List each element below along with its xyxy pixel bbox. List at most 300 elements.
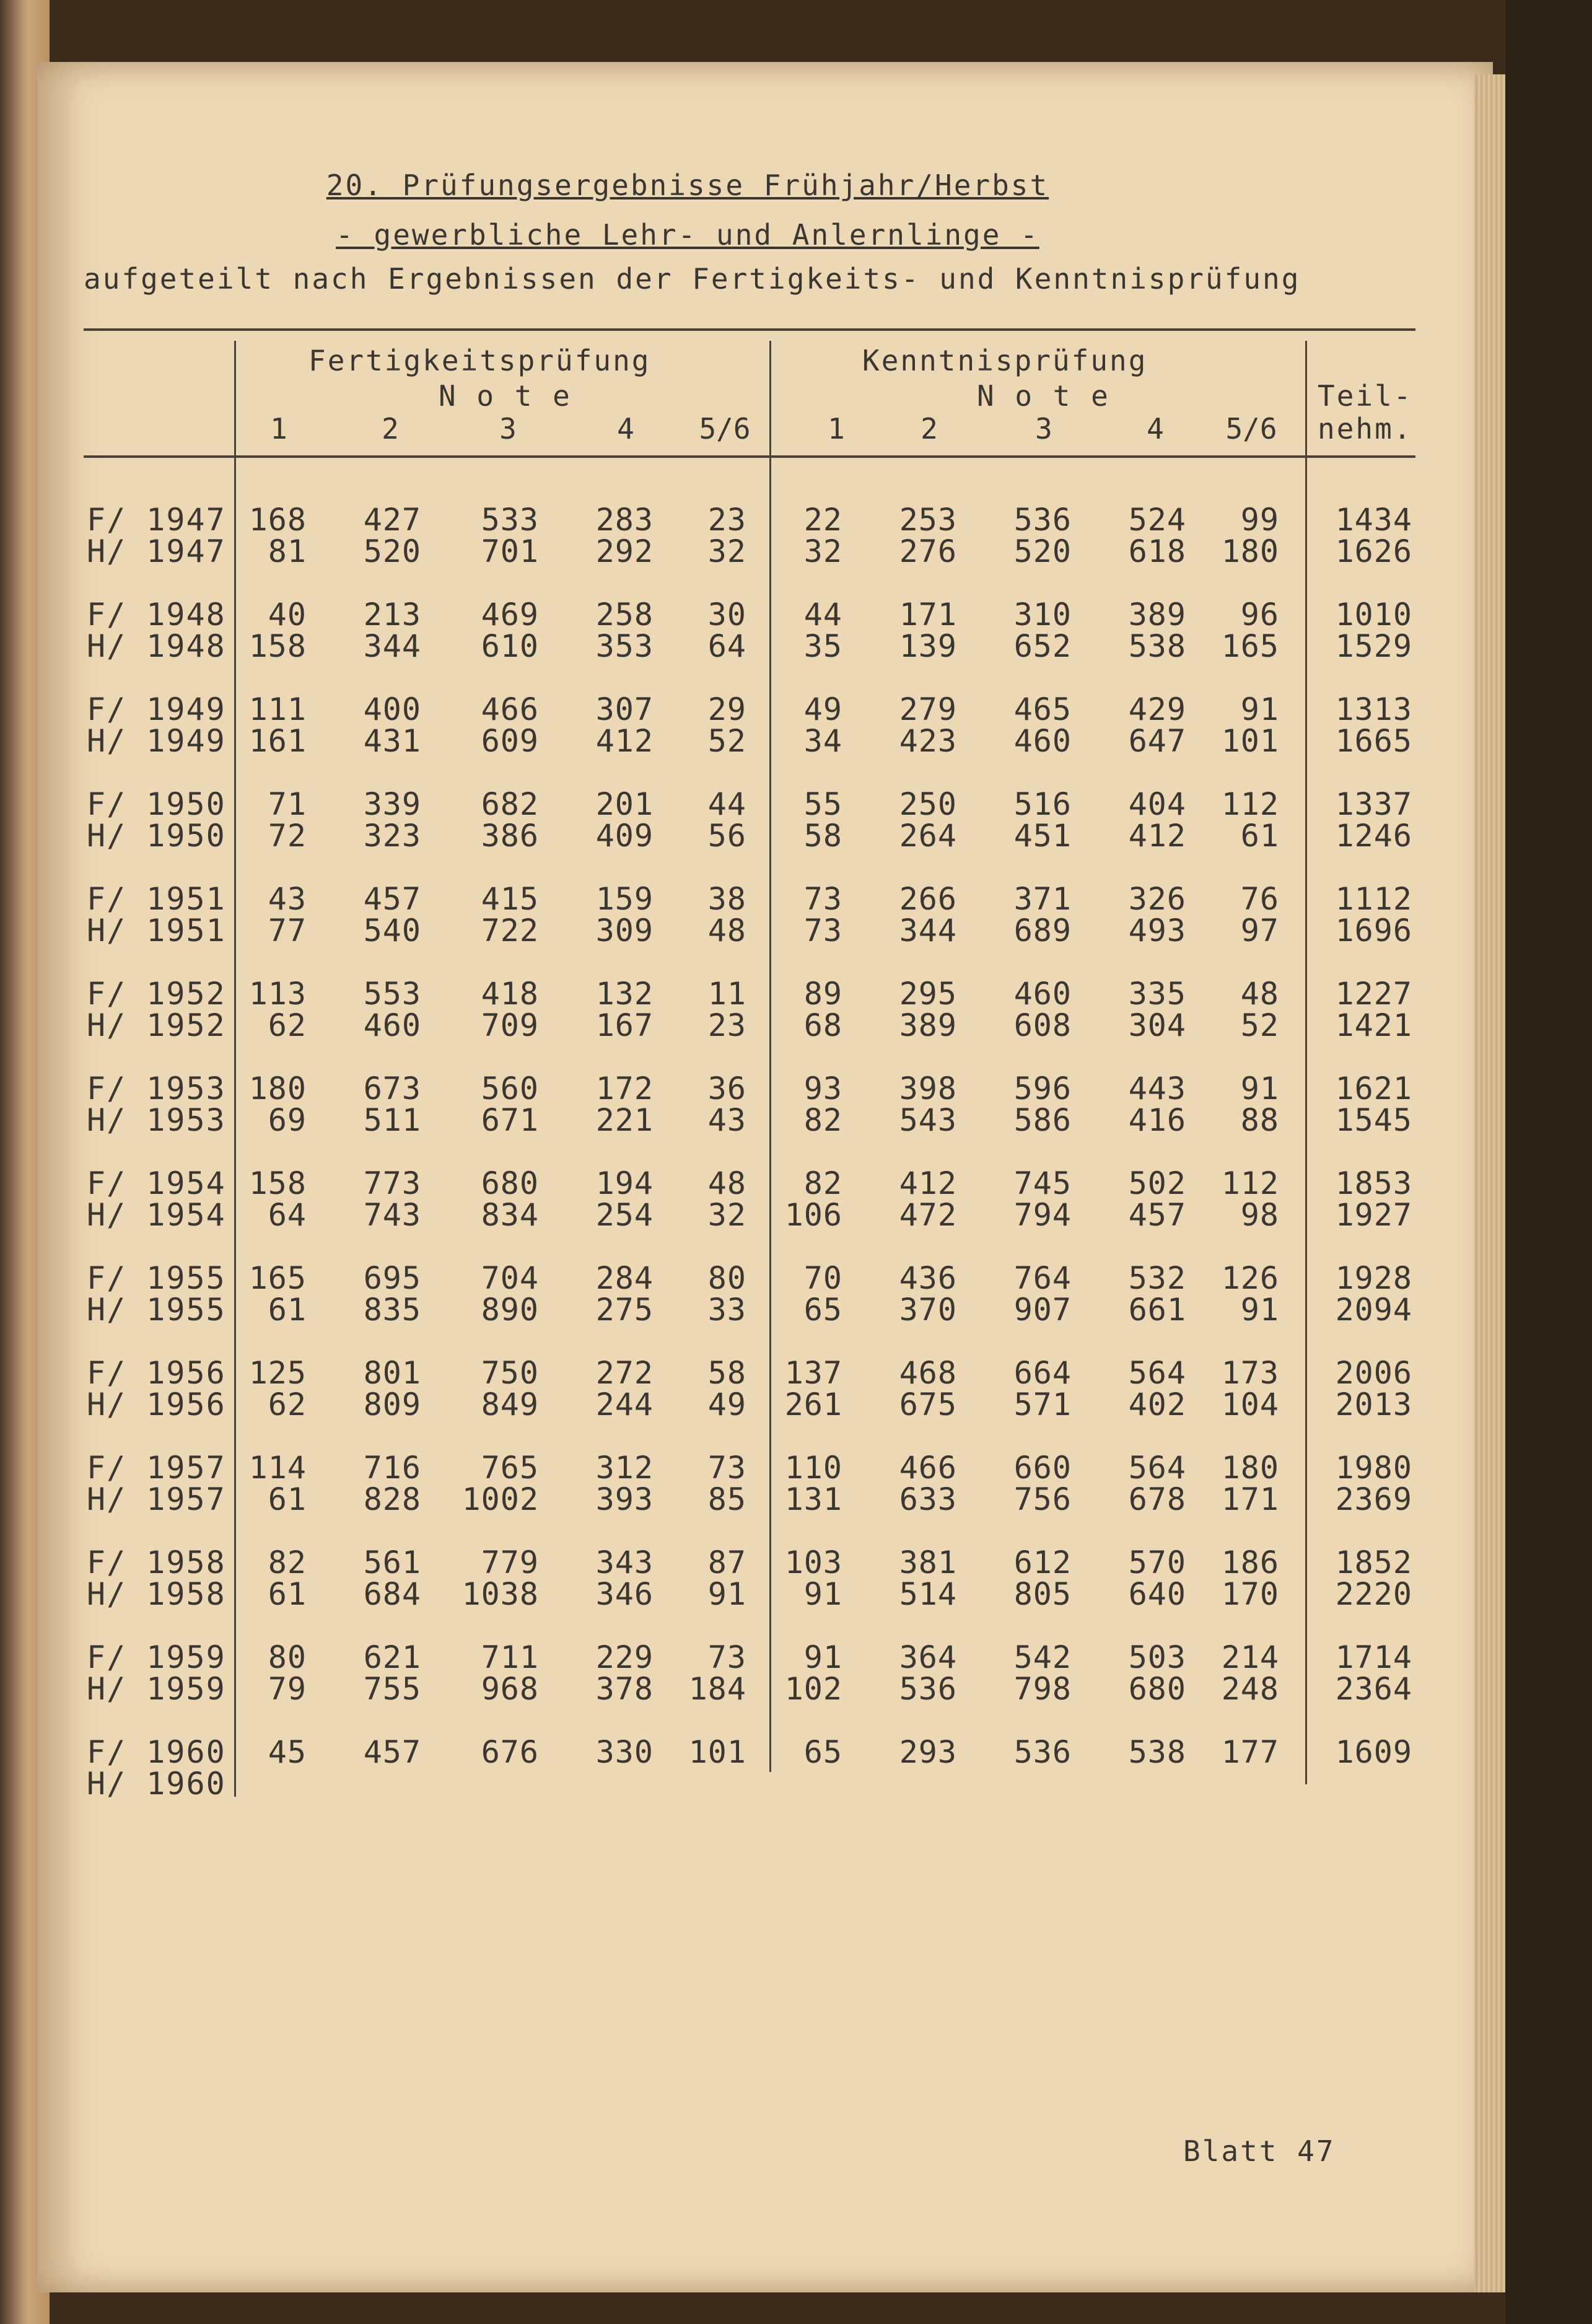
table-cell: 436 (899, 1260, 957, 1296)
table-cell: 849 (481, 1387, 539, 1423)
page-edges (1474, 74, 1505, 2292)
table-cell: 180 (1221, 533, 1279, 569)
table-cell: 370 (899, 1292, 957, 1328)
table-cell: 58 (803, 818, 842, 854)
table-cell: 307 (595, 691, 654, 727)
table-cell: 1529 (1335, 628, 1412, 664)
table-cell: 542 (1013, 1639, 1072, 1675)
table-cell: 890 (481, 1292, 539, 1328)
table-cell: 110 (784, 1450, 842, 1486)
table-cell: 32 (707, 533, 746, 569)
table-cell: 52 (1240, 1007, 1279, 1043)
table-cell: 652 (1013, 628, 1072, 664)
table-cell: 170 (1221, 1576, 1279, 1612)
table-cell: 756 (1013, 1481, 1072, 1517)
table-cell: 49 (707, 1387, 746, 1423)
table-cell: 45 (268, 1734, 307, 1770)
row-label: F/ 1953 (87, 1071, 226, 1107)
table-cell: 23 (707, 1007, 746, 1043)
table-cell: 61 (1240, 818, 1279, 854)
table-cell: 2220 (1335, 1576, 1412, 1612)
table-cell: 112 (1221, 1165, 1279, 1201)
table-cell: 371 (1013, 881, 1072, 917)
header-nehm: nehm. (1318, 412, 1413, 445)
table-cell: 1980 (1335, 1450, 1412, 1486)
table-cell: 465 (1013, 691, 1072, 727)
table-cell: 172 (595, 1071, 654, 1107)
table-cell: 633 (899, 1481, 957, 1517)
table-cell: 553 (363, 976, 421, 1012)
row-label: H/ 1954 (87, 1197, 226, 1233)
table-cell: 907 (1013, 1292, 1072, 1328)
table-cell: 1609 (1335, 1734, 1412, 1770)
table-cell: 805 (1013, 1576, 1072, 1612)
table-cell: 571 (1013, 1387, 1072, 1423)
table-cell: 400 (363, 691, 421, 727)
table-cell: 511 (363, 1102, 421, 1138)
row-label: F/ 1954 (87, 1165, 226, 1201)
table-cell: 72 (268, 818, 307, 854)
row-label: F/ 1960 (87, 1734, 226, 1770)
row-label: H/ 1951 (87, 913, 226, 949)
table-cell: 91 (707, 1576, 746, 1612)
table-cell: 429 (1128, 691, 1186, 727)
table-cell: 132 (595, 976, 654, 1012)
table-cell: 1665 (1335, 723, 1412, 759)
table-cell: 261 (784, 1387, 842, 1423)
header-note-2: N o t e (977, 379, 1110, 413)
table-cell: 113 (248, 976, 307, 1012)
table-cell: 520 (1013, 533, 1072, 569)
table-cell: 65 (803, 1292, 842, 1328)
table-cell: 56 (707, 818, 746, 854)
table-cell: 101 (1221, 723, 1279, 759)
table-cell: 34 (803, 723, 842, 759)
table-cell: 93 (803, 1071, 842, 1107)
table-cell: 516 (1013, 786, 1072, 822)
table-cell: 835 (363, 1292, 421, 1328)
row-label: F/ 1959 (87, 1639, 226, 1675)
table-cell: 32 (803, 533, 842, 569)
table-cell: 82 (803, 1102, 842, 1138)
table-cell: 55 (803, 786, 842, 822)
row-label: H/ 1956 (87, 1387, 226, 1423)
table-cell: 533 (481, 502, 539, 538)
table-cell: 684 (363, 1576, 421, 1612)
table-cell: 52 (707, 723, 746, 759)
table-cell: 272 (595, 1355, 654, 1391)
table-cell: 186 (1221, 1545, 1279, 1581)
table-cell: 661 (1128, 1292, 1186, 1328)
header-fertigkeit: Fertigkeitsprüfung (308, 344, 651, 377)
page-subtitle: - gewerbliche Lehr- und Anlernlinge - (336, 218, 1039, 252)
table-cell: 1434 (1335, 502, 1412, 538)
table-cell: 221 (595, 1102, 654, 1138)
table-cell: 564 (1128, 1355, 1186, 1391)
table-cell: 283 (595, 502, 654, 538)
table-cell: 48 (707, 913, 746, 949)
table-cell: 472 (899, 1197, 957, 1233)
table-cell: 722 (481, 913, 539, 949)
row-label: F/ 1951 (87, 881, 226, 917)
table-cell: 82 (268, 1545, 307, 1581)
table-cell: 750 (481, 1355, 539, 1391)
table-cell: 62 (268, 1007, 307, 1043)
table-cell: 418 (481, 976, 539, 1012)
table-cell: 389 (1128, 597, 1186, 633)
table-cell: 1112 (1335, 881, 1412, 917)
row-label: F/ 1947 (87, 502, 226, 538)
table-cell: 61 (268, 1481, 307, 1517)
table-cell: 266 (899, 881, 957, 917)
table-cell: 310 (1013, 597, 1072, 633)
table-cell: 87 (707, 1545, 746, 1581)
table-cell: 91 (803, 1576, 842, 1612)
table-cell: 773 (363, 1165, 421, 1201)
table-cell: 755 (363, 1671, 421, 1707)
table-cell: 689 (1013, 913, 1072, 949)
table-cell: 466 (481, 691, 539, 727)
table-cell: 743 (363, 1197, 421, 1233)
table-cell: 2094 (1335, 1292, 1412, 1328)
table-cell: 99 (1240, 502, 1279, 538)
table-cell: 608 (1013, 1007, 1072, 1043)
table-cell: 389 (899, 1007, 957, 1043)
table-cell: 834 (481, 1197, 539, 1233)
table-cell: 809 (363, 1387, 421, 1423)
table-cell: 36 (707, 1071, 746, 1107)
table-cell: 304 (1128, 1007, 1186, 1043)
table-cell: 248 (1221, 1671, 1279, 1707)
table-cell: 111 (248, 691, 307, 727)
table-cell: 457 (1128, 1197, 1186, 1233)
table-cell: 1421 (1335, 1007, 1412, 1043)
table-cell: 695 (363, 1260, 421, 1296)
table-cell: 137 (784, 1355, 842, 1391)
table-cell: 1337 (1335, 786, 1412, 822)
table-cell: 1246 (1335, 818, 1412, 854)
table-cell: 344 (899, 913, 957, 949)
table-cell: 701 (481, 533, 539, 569)
table-cell: 73 (707, 1639, 746, 1675)
table-cell: 968 (481, 1671, 539, 1707)
table-cell: 165 (248, 1260, 307, 1296)
table-cell: 409 (595, 818, 654, 854)
table-cell: 161 (248, 723, 307, 759)
table-cell: 798 (1013, 1671, 1072, 1707)
table-cell: 81 (268, 533, 307, 569)
table-cell: 468 (899, 1355, 957, 1391)
table-cell: 106 (784, 1197, 842, 1233)
row-label: H/ 1949 (87, 723, 226, 759)
table-cell: 586 (1013, 1102, 1072, 1138)
grade-header: 5/6 (1225, 412, 1277, 445)
table-cell: 466 (899, 1450, 957, 1486)
row-label: H/ 1948 (87, 628, 226, 664)
table-cell: 98 (1240, 1197, 1279, 1233)
table-cell: 48 (707, 1165, 746, 1201)
table-cell: 44 (803, 597, 842, 633)
table-cell: 536 (1013, 1734, 1072, 1770)
table-cell: 457 (363, 1734, 421, 1770)
table-cell: 158 (248, 628, 307, 664)
table-cell: 765 (481, 1450, 539, 1486)
table-cell: 49 (803, 691, 842, 727)
table-cell: 1714 (1335, 1639, 1412, 1675)
table-cell: 570 (1128, 1545, 1186, 1581)
table-cell: 610 (481, 628, 539, 664)
grade-header: 4 (1147, 412, 1164, 445)
table-cell: 102 (784, 1671, 842, 1707)
table-cell: 398 (899, 1071, 957, 1107)
row-label: H/ 1955 (87, 1292, 226, 1328)
table-cell: 1545 (1335, 1102, 1412, 1138)
table-cell: 609 (481, 723, 539, 759)
table-cell: 381 (899, 1545, 957, 1581)
table-cell: 431 (363, 723, 421, 759)
table-cell: 716 (363, 1450, 421, 1486)
table-cell: 612 (1013, 1545, 1072, 1581)
table-cell: 292 (595, 533, 654, 569)
table-cell: 73 (803, 881, 842, 917)
table-cell: 330 (595, 1734, 654, 1770)
table-cell: 89 (803, 976, 842, 1012)
table-cell: 180 (1221, 1450, 1279, 1486)
table-cell: 180 (248, 1071, 307, 1107)
header-kenntnis: Kenntnisprüfung (862, 344, 1148, 377)
table-cell: 344 (363, 628, 421, 664)
table-cell: 564 (1128, 1450, 1186, 1486)
table-cell: 91 (803, 1639, 842, 1675)
table-cell: 536 (1013, 502, 1072, 538)
table-cell: 1852 (1335, 1545, 1412, 1581)
table-cell: 30 (707, 597, 746, 633)
table-cell: 493 (1128, 913, 1186, 949)
table-cell: 64 (707, 628, 746, 664)
table-cell: 276 (899, 533, 957, 569)
table-cell: 1696 (1335, 913, 1412, 949)
row-label: F/ 1949 (87, 691, 226, 727)
row-label: H/ 1947 (87, 533, 226, 569)
table-cell: 275 (595, 1292, 654, 1328)
table-cell: 2364 (1335, 1671, 1412, 1707)
table-cell: 101 (688, 1734, 746, 1770)
table-cell: 2369 (1335, 1481, 1412, 1517)
grade-header: 3 (1035, 412, 1052, 445)
table-cell: 745 (1013, 1165, 1072, 1201)
table-cell: 61 (268, 1576, 307, 1612)
table-cell: 346 (595, 1576, 654, 1612)
table-cell: 423 (899, 723, 957, 759)
table-cell: 543 (899, 1102, 957, 1138)
table-cell: 11 (707, 976, 746, 1012)
table-cell: 1038 (461, 1576, 539, 1612)
table-cell: 671 (481, 1102, 539, 1138)
table-cell: 386 (481, 818, 539, 854)
table-cell: 293 (899, 1734, 957, 1770)
table-cell: 378 (595, 1671, 654, 1707)
table-cell: 682 (481, 786, 539, 822)
table-cell: 676 (481, 1734, 539, 1770)
table-cell: 139 (899, 628, 957, 664)
table-cell: 65 (803, 1734, 842, 1770)
row-label: F/ 1957 (87, 1450, 226, 1486)
table-cell: 1928 (1335, 1260, 1412, 1296)
table-cell: 177 (1221, 1734, 1279, 1770)
table-cell: 253 (899, 502, 957, 538)
table-cell: 284 (595, 1260, 654, 1296)
table-cell: 364 (899, 1639, 957, 1675)
table-cell: 35 (803, 628, 842, 664)
table-cell: 596 (1013, 1071, 1072, 1107)
table-cell: 68 (803, 1007, 842, 1043)
table-cell: 40 (268, 597, 307, 633)
table-cell: 353 (595, 628, 654, 664)
table-cell: 214 (1221, 1639, 1279, 1675)
table-cell: 23 (707, 502, 746, 538)
table-cell: 104 (1221, 1387, 1279, 1423)
table-cell: 168 (248, 502, 307, 538)
table-cell: 44 (707, 786, 746, 822)
row-label: F/ 1955 (87, 1260, 226, 1296)
table-cell: 279 (899, 691, 957, 727)
table-cell: 1927 (1335, 1197, 1412, 1233)
table-top-rule (84, 328, 1415, 331)
table-cell: 412 (899, 1165, 957, 1201)
table-cell: 309 (595, 913, 654, 949)
table-cell: 201 (595, 786, 654, 822)
table-cell: 244 (595, 1387, 654, 1423)
table-cell: 167 (595, 1007, 654, 1043)
table-cell: 1853 (1335, 1165, 1412, 1201)
table-cell: 70 (803, 1260, 842, 1296)
table-cell: 73 (803, 913, 842, 949)
table-cell: 97 (1240, 913, 1279, 949)
table-cell: 184 (688, 1671, 746, 1707)
table-cell: 96 (1240, 597, 1279, 633)
table-cell: 520 (363, 533, 421, 569)
table-cell: 250 (899, 786, 957, 822)
table-cell: 801 (363, 1355, 421, 1391)
backdrop (1505, 0, 1592, 2324)
header-teil: Teil- (1318, 379, 1413, 413)
col-divider-3 (1305, 341, 1307, 1784)
table-cell: 524 (1128, 502, 1186, 538)
row-label: F/ 1958 (87, 1545, 226, 1581)
table-cell: 427 (363, 502, 421, 538)
table-cell: 258 (595, 597, 654, 633)
table-cell: 61 (268, 1292, 307, 1328)
table-cell: 621 (363, 1639, 421, 1675)
table-cell: 675 (899, 1387, 957, 1423)
row-label: H/ 1959 (87, 1671, 226, 1707)
table-cell: 112 (1221, 786, 1279, 822)
table-cell: 295 (899, 976, 957, 1012)
table-cell: 335 (1128, 976, 1186, 1012)
table-cell: 443 (1128, 1071, 1186, 1107)
table-cell: 779 (481, 1545, 539, 1581)
grade-header: 2 (921, 412, 938, 445)
table-cell: 343 (595, 1545, 654, 1581)
grade-header: 1 (270, 412, 287, 445)
table-cell: 131 (784, 1481, 842, 1517)
table-cell: 402 (1128, 1387, 1186, 1423)
table-cell: 76 (1240, 881, 1279, 917)
table-cell: 561 (363, 1545, 421, 1581)
table-cell: 85 (707, 1481, 746, 1517)
table-cell: 503 (1128, 1639, 1186, 1675)
table-cell: 1002 (461, 1481, 539, 1517)
table-cell: 538 (1128, 1734, 1186, 1770)
table-cell: 62 (268, 1387, 307, 1423)
table-cell: 709 (481, 1007, 539, 1043)
table-cell: 711 (481, 1639, 539, 1675)
grade-header: 1 (828, 412, 845, 445)
page-number: Blatt 47 (1183, 2134, 1336, 2168)
table-cell: 828 (363, 1481, 421, 1517)
row-label: F/ 1956 (87, 1355, 226, 1391)
table-cell: 764 (1013, 1260, 1072, 1296)
table-cell: 69 (268, 1102, 307, 1138)
table-cell: 1313 (1335, 691, 1412, 727)
table-header-rule (84, 455, 1415, 458)
table-cell: 32 (707, 1197, 746, 1233)
table-caption: aufgeteilt nach Ergebnissen der Fertigkeits- und Kenntnisprüfung (84, 262, 1301, 296)
table-cell: 673 (363, 1071, 421, 1107)
table-cell: 326 (1128, 881, 1186, 917)
table-cell: 412 (595, 723, 654, 759)
table-cell: 126 (1221, 1260, 1279, 1296)
table-cell: 103 (784, 1545, 842, 1581)
table-cell: 229 (595, 1639, 654, 1675)
header-note-1: N o t e (439, 379, 572, 413)
table-cell: 393 (595, 1481, 654, 1517)
table-cell: 536 (899, 1671, 957, 1707)
table-cell: 43 (268, 881, 307, 917)
table-cell: 254 (595, 1197, 654, 1233)
grade-header: 4 (617, 412, 634, 445)
table-cell: 80 (268, 1639, 307, 1675)
table-cell: 660 (1013, 1450, 1072, 1486)
table-cell: 2006 (1335, 1355, 1412, 1391)
table-cell: 64 (268, 1197, 307, 1233)
grade-header: 5/6 (699, 412, 751, 445)
table-cell: 680 (1128, 1671, 1186, 1707)
table-cell: 794 (1013, 1197, 1072, 1233)
row-label: F/ 1952 (87, 976, 226, 1012)
table-cell: 88 (1240, 1102, 1279, 1138)
table-cell: 48 (1240, 976, 1279, 1012)
table-cell: 412 (1128, 818, 1186, 854)
table-cell: 680 (481, 1165, 539, 1201)
table-cell: 664 (1013, 1355, 1072, 1391)
table-cell: 171 (899, 597, 957, 633)
table-cell: 173 (1221, 1355, 1279, 1391)
table-cell: 460 (1013, 976, 1072, 1012)
table-cell: 323 (363, 818, 421, 854)
grade-header: 2 (382, 412, 399, 445)
table-cell: 1621 (1335, 1071, 1412, 1107)
table-cell: 264 (899, 818, 957, 854)
table-cell: 194 (595, 1165, 654, 1201)
table-cell: 125 (248, 1355, 307, 1391)
table-cell: 460 (1013, 723, 1072, 759)
table-cell: 159 (595, 881, 654, 917)
table-cell: 29 (707, 691, 746, 727)
table-cell: 640 (1128, 1576, 1186, 1612)
table-cell: 165 (1221, 628, 1279, 664)
table-cell: 514 (899, 1576, 957, 1612)
